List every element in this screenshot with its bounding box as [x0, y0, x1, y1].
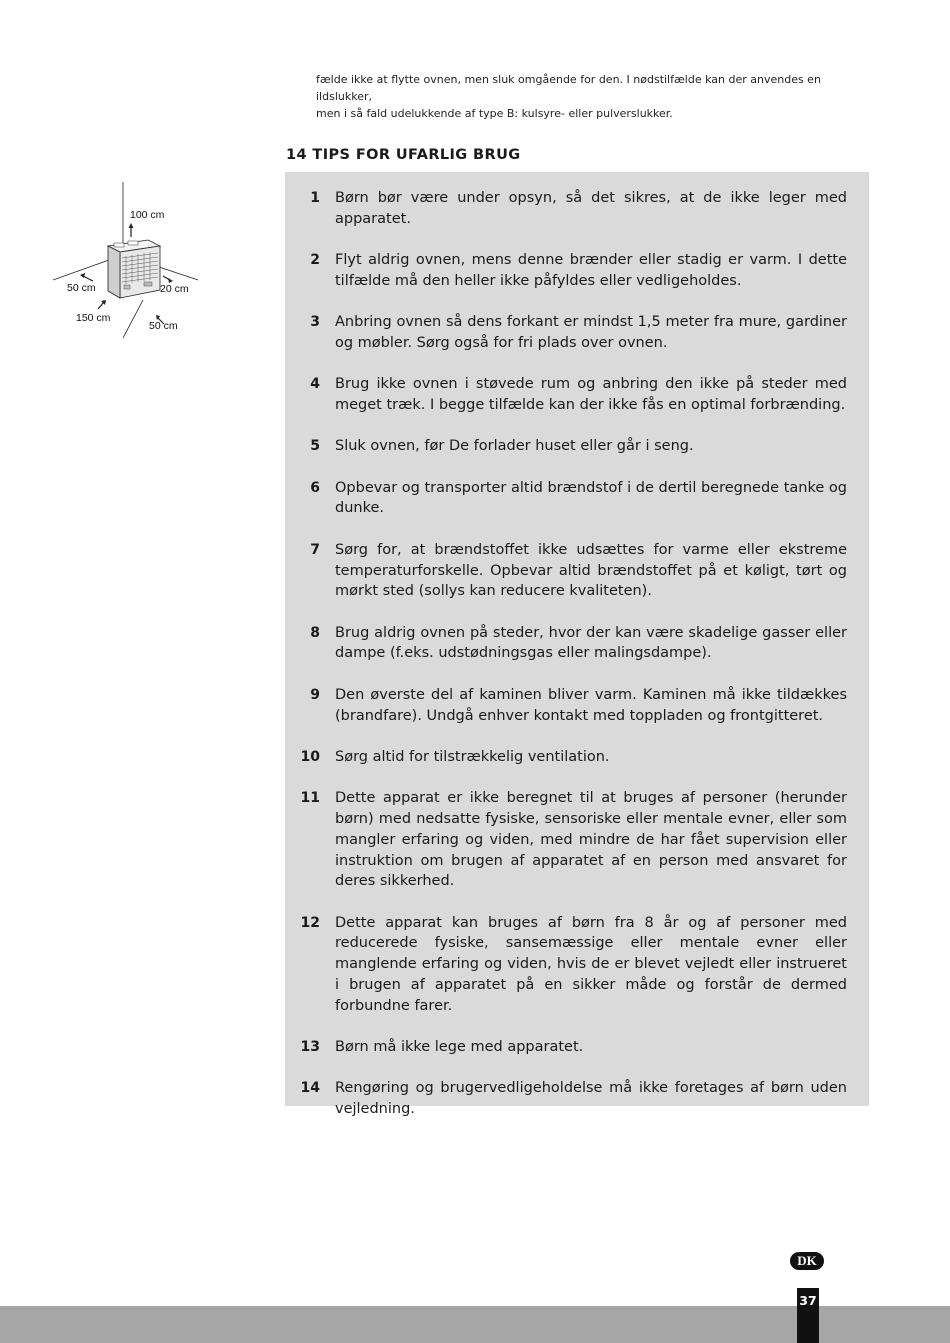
diagram-line-front [123, 300, 143, 338]
tip-number: 13 [300, 1039, 320, 1056]
tips-list [285, 188, 869, 1141]
tip-item [285, 312, 869, 354]
tip-number: 14 [300, 1080, 320, 1097]
label-front-left: 150 cm [76, 312, 111, 324]
tip-item [285, 540, 869, 602]
tip-text: Brug aldrig ovnen på steder, hvor der kan være skadelige gasser eller dampe (f.eks. udstødningsgas eller malingsdampe). [335, 624, 847, 662]
tip-item [285, 788, 869, 892]
tip-number: 12 [300, 914, 320, 931]
tip-number: 2 [310, 252, 320, 269]
intro-paragraph [316, 71, 876, 122]
tip-number: 6 [310, 479, 320, 496]
tip-item [285, 374, 869, 416]
tip-text: Opbevar og transporter altid brændstof i de dertil beregnede tanke og dunke. [335, 479, 847, 517]
tip-item [285, 436, 869, 457]
label-top: 100 cm [130, 209, 165, 221]
tip-item [285, 188, 869, 230]
intro-line-1: fælde ikke at flytte ovnen, men sluk omgående for den. I nødstilfælde kan der anvendes en ildslukker, [316, 73, 821, 103]
tip-number: 8 [310, 624, 320, 641]
label-front-right: 50 cm [149, 320, 178, 332]
tip-number: 5 [310, 438, 320, 455]
tip-text: Anbring ovnen så dens forkant er mindst 1,5 meter fra mure, gardiner og møbler. Sørg også for fri plads over ovnen. [335, 314, 847, 351]
tip-text: Brug ikke ovnen i støvede rum og anbring den ikke på steder med meget træk. I begge tilfælde kan der ikke fås en optimal forbrænding. [335, 376, 847, 414]
tip-text: Børn må ikke lege med apparatet. [335, 1039, 584, 1056]
tip-item [285, 1037, 869, 1058]
tip-number: 9 [310, 686, 320, 703]
diagram-arrow-left [83, 276, 93, 281]
tip-item [285, 250, 869, 292]
tip-text: Dette apparat kan bruges af børn fra 8 år og af personer med reducerede fysiske, sansemæssige eller mentale evner eller manglende erfaring og viden, hvis de er blevet vejledt eller instrueret i brugen af apparatet på en sikker måde og forstår de dermed forbundne farer. [335, 914, 847, 1014]
tip-item [285, 478, 869, 520]
tip-number: 7 [310, 541, 320, 558]
tip-number: 4 [310, 376, 320, 393]
tip-number: 1 [310, 190, 320, 206]
clearance-diagram [48, 180, 208, 340]
label-left: 50 cm [67, 282, 96, 294]
heater-icon [108, 240, 160, 298]
tip-text: Sluk ovnen, før De forlader huset eller går i seng. [335, 438, 694, 455]
tip-item [285, 1078, 869, 1120]
tip-text: Børn bør være under opsyn, så det sikres, at de ikke leger med apparatet. [335, 190, 847, 227]
language-badge: DK [790, 1252, 824, 1270]
tip-text: Flyt aldrig ovnen, mens denne brænder eller stadig er varm. I dette tilfælde må den heller ikke påfyldes eller vedligeholdes. [335, 252, 847, 289]
tips-panel [285, 172, 869, 1118]
tip-item [285, 623, 869, 665]
tip-number: 10 [300, 748, 320, 765]
diagram-arrowhead-up [129, 223, 134, 228]
tip-number: 3 [310, 314, 320, 331]
page-number: 37 [797, 1288, 819, 1343]
tip-text: Sørg altid for tilstrækkelig ventilation. [335, 748, 610, 765]
intro-line-2: men i så fald udelukkende af type B: kulsyre- eller pulverslukker. [316, 107, 673, 120]
tip-item [285, 685, 869, 727]
section-title: 14 TIPS FOR UFARLIG BRUG [286, 147, 521, 163]
tip-text: Den øverste del af kaminen bliver varm. Kaminen må ikke tildækkes (brandfare). Undgå enhver kontakt med toppladen og frontgitteret. [335, 686, 847, 724]
tip-item [285, 913, 869, 1017]
tip-item [285, 747, 869, 768]
tip-number: 11 [300, 790, 320, 807]
tip-text: Rengøring og brugervedligeholdelse må ikke foretages af børn uden vejledning. [335, 1080, 847, 1118]
tip-text: Sørg for, at brændstoffet ikke udsættes for varme eller ekstreme temperaturforskelle. Opbevar altid brændstoffet på et køligt, tørt og mørkt sted (sollys kan reducere kvaliteten). [335, 541, 847, 600]
label-right: 20 cm [160, 283, 189, 295]
tip-text: Dette apparat er ikke beregnet til at bruges af personer (herunder børn) med nedsatte fysiske, sensoriske eller mentale evner, eller som mangler erfaring og viden, med mindre de har fået supervision eller instruktion om brugen af apparatet af en person med ansvaret for deres sikkerhed. [335, 790, 847, 890]
